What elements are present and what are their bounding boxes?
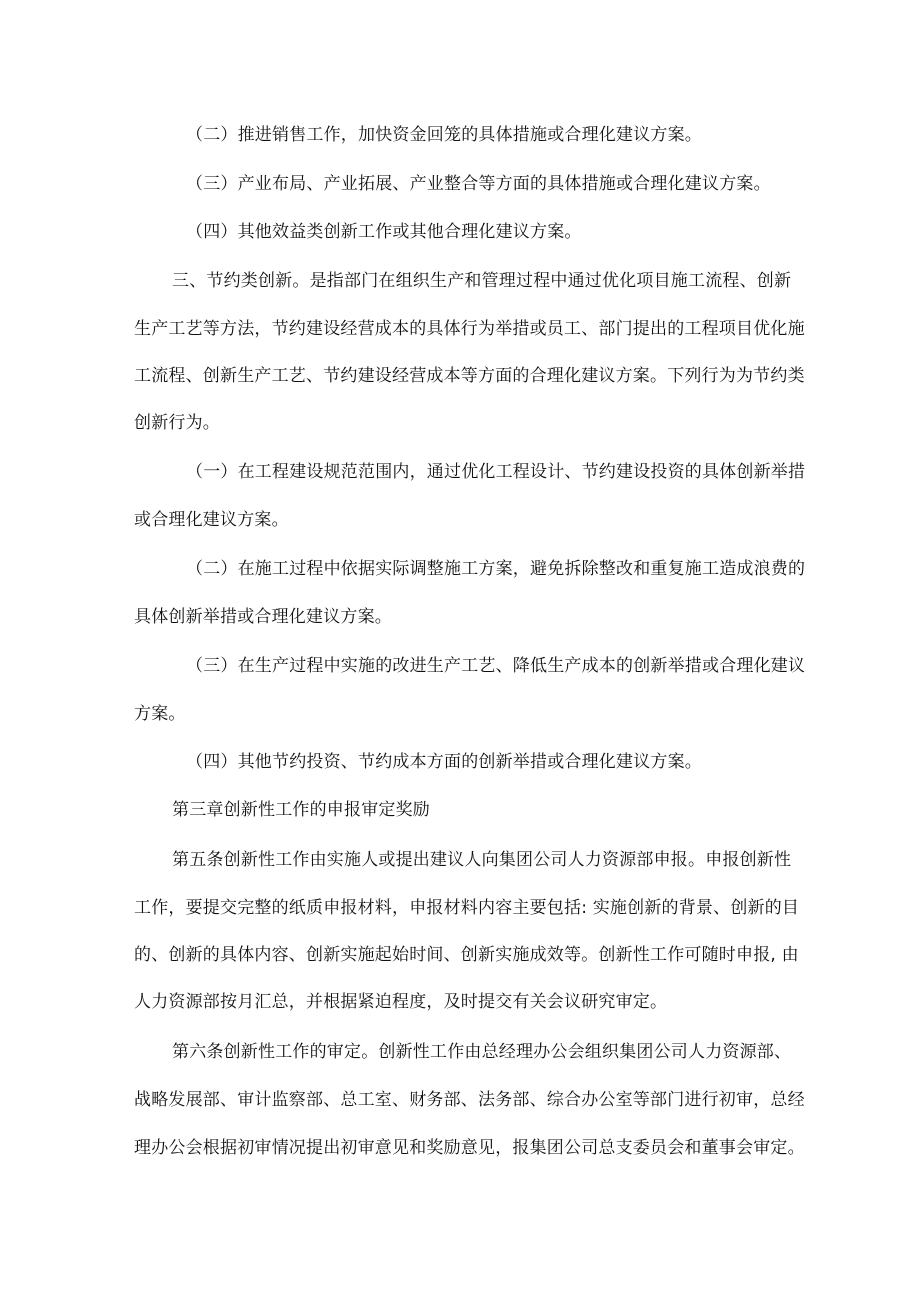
text-line: 生产工艺等方法，节约建设经营成本的具体行为举措或员工、部门提出的工程项目优化施 [134,319,805,339]
text-line: 理办公会根据初审情况提出初审意见和奖励意见，报集团公司总支委员会和董事会审定。 [134,1138,805,1158]
text-line: 工流程、创新生产工艺、节约建设经营成本等方面的合理化建议方案。下列行为为节约类 [134,366,805,386]
text-line: （四）其他效益类创新工作或其他合理化建议方案。 [186,222,582,242]
article-six-line: 第六条创新性工作的审定。创新性工作由总经理办公会组织集团公司人力资源部、 [172,1042,792,1062]
text-line: 工作，要提交完整的纸质申报材料，申报材料内容主要包括: 实施创新的背景、创新的目 [134,898,800,918]
text-line: （二）推进销售工作，加快资金回笼的具体措施或合理化建议方案。 [186,125,702,145]
text-line: 的、创新的具体内容、创新实施起始时间、创新实施成效等。创新性工作可随时申报, 由 [134,945,799,965]
text-line: （一）在工程建设规范范围内，通过优化工程设计、节约建设投资的具体创新举措 [186,462,806,482]
text-line: 人力资源部按月汇总，并根据紧迫程度，及时提交有关会议研究审定。 [134,992,668,1012]
text-line: 具体创新举措或合理化建议方案。 [134,607,392,627]
section-heading-line: 三、节约类创新。是指部门在组织生产和管理过程中通过优化项目施工流程、创新 [172,271,792,291]
article-five-line: 第五条创新性工作由实施人或提出建议人向集团公司人力资源部申报。申报创新性 [172,850,792,870]
text-line: 创新行为。 [134,413,220,433]
text-line: 战略发展部、审计监察部、总工室、财务部、法务部、综合办公室等部门进行初审，总经 [134,1090,805,1110]
text-line: （三）在生产过程中实施的改进生产工艺、降低生产成本的创新举措或合理化建议 [186,656,806,676]
text-line: 方案。 [134,704,186,724]
chapter-heading: 第三章创新性工作的申报审定奖励 [172,800,430,820]
text-line: （三）产业布局、产业拓展、产业整合等方面的具体措施或合理化建议方案。 [186,174,771,194]
text-line: （四）其他节约投资、节约成本方面的创新举措或合理化建议方案。 [186,752,702,772]
text-line: （二）在施工过程中依据实际调整施工方案，避免拆除整改和重复施工造成浪费的 [186,559,806,579]
text-line: 或合理化建议方案。 [134,510,289,530]
